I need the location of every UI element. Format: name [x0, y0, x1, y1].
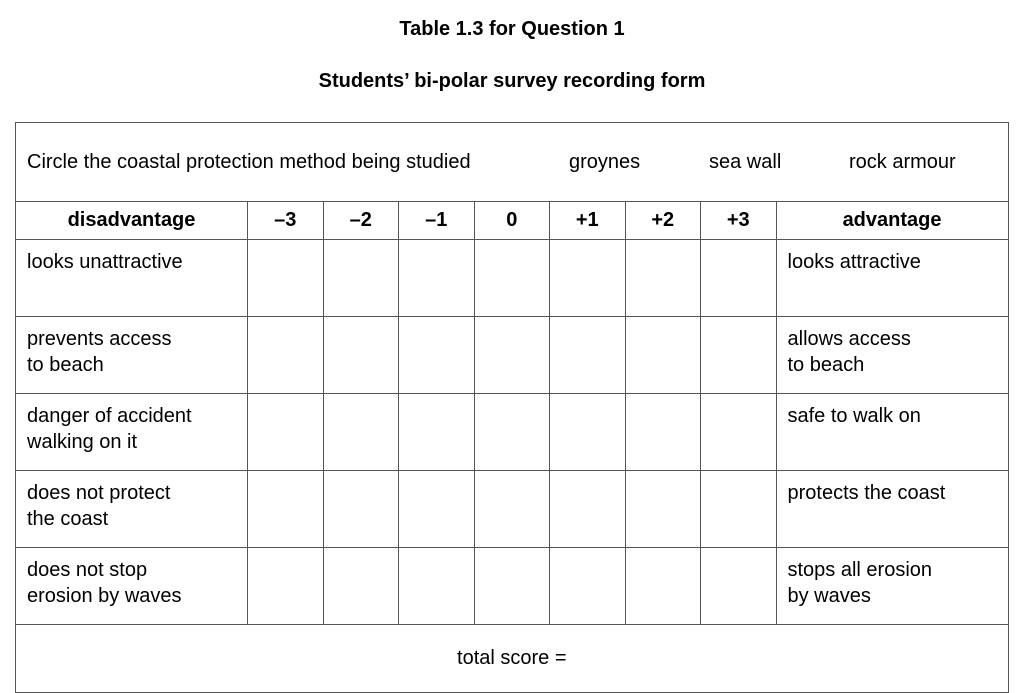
method-cell [16, 123, 1009, 202]
disadvantage-cell: danger of accident walking on it [16, 394, 248, 471]
score-cell[interactable] [701, 317, 777, 394]
advantage-cell: stops all erosion by waves [776, 548, 1008, 625]
score-cell[interactable] [625, 240, 701, 317]
score-cell[interactable] [248, 471, 324, 548]
score-cell[interactable] [399, 317, 475, 394]
score-cell[interactable] [474, 548, 550, 625]
table-title: Table 1.3 for Question 1 [399, 18, 625, 40]
score-cell[interactable] [625, 394, 701, 471]
table-row [16, 548, 1009, 625]
disadvantage-cell: prevents access to beach [16, 317, 248, 394]
advantage-cell: protects the coast [776, 471, 1008, 548]
score-cell[interactable] [399, 394, 475, 471]
header-row [16, 202, 1009, 240]
score-cell[interactable] [323, 240, 399, 317]
score-cell[interactable] [323, 548, 399, 625]
score-cell[interactable] [550, 471, 626, 548]
table-row [16, 471, 1009, 548]
form-title: Students’ bi-polar survey recording form [318, 70, 706, 92]
advantage-cell: looks attractive [776, 240, 1008, 317]
header-score-minus-3: –3 [248, 202, 324, 240]
score-cell[interactable] [248, 548, 324, 625]
score-cell[interactable] [248, 240, 324, 317]
score-cell[interactable] [550, 394, 626, 471]
header-advantage: advantage [776, 202, 1008, 240]
score-cell[interactable] [550, 240, 626, 317]
method-row [16, 123, 1009, 202]
score-cell[interactable] [701, 240, 777, 317]
header-disadvantage: disadvantage [16, 202, 248, 240]
advantage-cell: safe to walk on [776, 394, 1008, 471]
header-score-plus-3: +3 [701, 202, 777, 240]
score-cell[interactable] [323, 317, 399, 394]
total-row [16, 625, 1009, 693]
score-cell[interactable] [550, 548, 626, 625]
method-prompt: Circle the coastal protection method being studied [27, 150, 471, 173]
table-row [16, 317, 1009, 394]
method-option-groynes[interactable]: groynes [569, 150, 641, 173]
bipolar-survey-table [15, 122, 1009, 693]
score-cell[interactable] [474, 240, 550, 317]
score-cell[interactable] [625, 317, 701, 394]
score-cell[interactable] [399, 471, 475, 548]
advantage-cell: allows access to beach [776, 317, 1008, 394]
score-cell[interactable] [701, 548, 777, 625]
score-cell[interactable] [625, 471, 701, 548]
table-row [16, 240, 1009, 317]
score-cell[interactable] [399, 548, 475, 625]
disadvantage-cell: looks unattractive [16, 240, 248, 317]
table-row [16, 394, 1009, 471]
total-score-label[interactable]: total score = [16, 625, 1009, 693]
header-score-plus-2: +2 [625, 202, 701, 240]
score-cell[interactable] [248, 317, 324, 394]
header-score-plus-1: +1 [550, 202, 626, 240]
score-cell[interactable] [323, 471, 399, 548]
score-cell[interactable] [323, 394, 399, 471]
score-cell[interactable] [474, 394, 550, 471]
score-cell[interactable] [474, 471, 550, 548]
score-cell[interactable] [625, 548, 701, 625]
score-cell[interactable] [550, 317, 626, 394]
score-cell[interactable] [399, 240, 475, 317]
header-score-0: 0 [474, 202, 550, 240]
score-cell[interactable] [474, 317, 550, 394]
header-score-minus-1: –1 [399, 202, 475, 240]
disadvantage-cell: does not protect the coast [16, 471, 248, 548]
disadvantage-cell: does not stop erosion by waves [16, 548, 248, 625]
header-score-minus-2: –2 [323, 202, 399, 240]
score-cell[interactable] [701, 394, 777, 471]
score-cell[interactable] [248, 394, 324, 471]
method-option-sea-wall[interactable]: sea wall [709, 150, 782, 173]
method-option-rock-armour[interactable]: rock armour [849, 150, 956, 173]
score-cell[interactable] [701, 471, 777, 548]
